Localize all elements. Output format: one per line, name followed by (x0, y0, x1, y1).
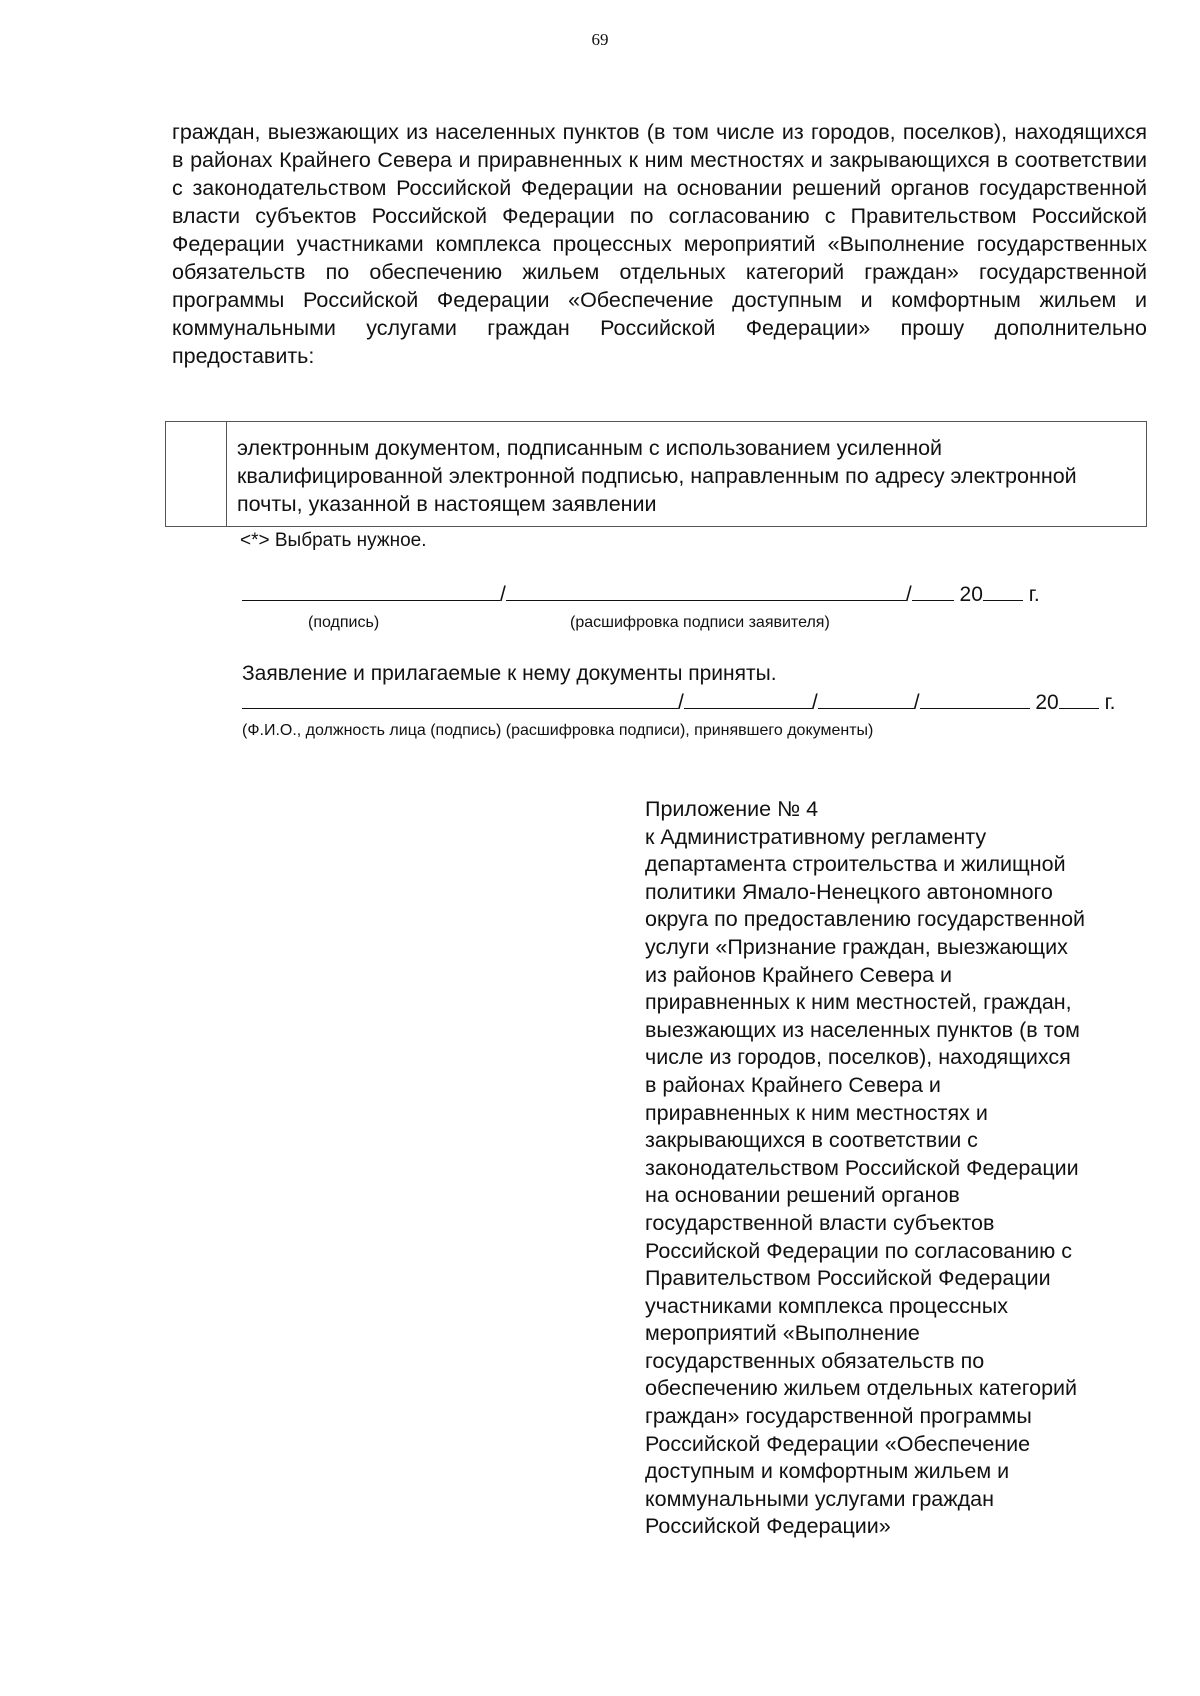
appendix-line: законодательством Российской Федерации (645, 1155, 1079, 1180)
applicant-signature-row (242, 582, 1040, 607)
option-checkbox-cell[interactable] (166, 422, 227, 527)
date-blank[interactable] (912, 582, 954, 601)
accepted-date-blank[interactable] (920, 690, 1030, 709)
appendix-line: Российской Федерации» (645, 1514, 891, 1539)
appendix-line: услуги «Признание граждан, выезжающих (645, 934, 1068, 959)
caption-transcript: (расшифровка подписи заявителя) (570, 614, 830, 631)
appendix-line: государственных обязательств по (645, 1348, 985, 1373)
appendix-line: числе из городов, поселков), находящихся (645, 1045, 1071, 1070)
appendix-line: граждан» государственной программы (645, 1404, 1032, 1429)
appendix-line: Правительством Российской Федерации (645, 1266, 1051, 1291)
caption-signature: (подпись) (308, 614, 380, 631)
appendix-line: на основании решений органов (645, 1183, 960, 1208)
year-prefix: 20 (1035, 691, 1059, 714)
appendix-line: Приложение № 4 (645, 797, 819, 821)
signature-blank[interactable] (242, 582, 500, 601)
appendix-line: в районах Крайнего Севера и (645, 1072, 941, 1097)
appendix-line: из районов Крайнего Севера и (645, 962, 953, 987)
separator-slash: / (811, 691, 818, 714)
transcript-blank[interactable] (506, 582, 906, 601)
appendix-line: выезжающих из населенных пунктов (в том (645, 1017, 1080, 1042)
accepted-signature-row (242, 690, 1116, 715)
year-blank[interactable] (1059, 690, 1099, 709)
official-name-blank[interactable] (242, 690, 678, 709)
delivery-option-table (165, 421, 1147, 527)
appendix-line: Российской Федерации по согласованию с (645, 1238, 1072, 1263)
official-transcript-blank[interactable] (818, 690, 914, 709)
appendix-line: приравненных к ним местностей, граждан, (645, 990, 1072, 1015)
intro-paragraph: граждан, выезжающих из населенных пунктов (в том числе из городов, поселков), находящихся в районах Крайнего Севера и приравненных к ним местностях и закрывающихся в соответствии с законодательством Российской Федерации на основании решений органов государственной власти субъектов Российской Федерации по согласованию с Правительством Российской Федерации участниками комплекса процессных мероприятий «Выполнение государственных обязательств по обеспечению жильем отдельных категорий граждан» государственной программы Российской Федерации «Обеспечение доступным и комфортным жильем и коммунальными услугами граждан Российской Федерации» прошу дополнительно предоставить: (172, 120, 1147, 368)
appendix-line: департамента строительства и жилищной (645, 852, 1066, 877)
appendix-line: участниками комплекса процессных (645, 1293, 1009, 1318)
appendix-line: обеспечению жильем отдельных категорий (645, 1376, 1078, 1401)
appendix-header (645, 796, 1150, 1541)
appendix-line: закрывающихся в соответствии с (645, 1128, 978, 1153)
appendix-line: Российской Федерации «Обеспечение (645, 1431, 1031, 1456)
accepted-title: Заявление и прилагаемые к нему документы приняты. (242, 662, 777, 685)
appendix-line: к Административному регламенту (645, 824, 987, 849)
appendix-line: доступным и комфортным жильем и (645, 1459, 1010, 1484)
year-prefix: 20 (959, 583, 983, 606)
appendix-line: коммунальными услугами граждан (645, 1486, 994, 1511)
appendix-line: мероприятий «Выполнение (645, 1321, 920, 1346)
appendix-line: политики Ямало-Ненецкого автономного (645, 879, 1053, 904)
year-suffix: г. (1028, 583, 1040, 606)
separator-slash: / (913, 691, 920, 714)
appendix-line: округа по предоставлению государственной (645, 907, 1086, 932)
footnote-select: <*> Выбрать нужное. (240, 530, 427, 551)
separator-slash: / (678, 691, 684, 714)
year-blank[interactable] (983, 582, 1023, 601)
page-number: 69 (591, 30, 609, 49)
appendix-line: государственной власти субъектов (645, 1210, 995, 1235)
official-signature-blank[interactable] (684, 690, 812, 709)
year-suffix: г. (1104, 691, 1116, 714)
separator-slash: / (500, 583, 506, 606)
separator-slash: / (905, 583, 912, 606)
option-electronic-document: электронным документом, подписанным с использованием усиленной квалифицированной электронной подписью, направленным по адресу электронной почты, указанной в настоящем заявлении (227, 422, 1147, 527)
accepted-caption: (Ф.И.О., должность лица (подпись) (расшифровка подписи), принявшего документы) (242, 722, 874, 739)
appendix-line: приравненных к ним местностях и (645, 1100, 988, 1125)
